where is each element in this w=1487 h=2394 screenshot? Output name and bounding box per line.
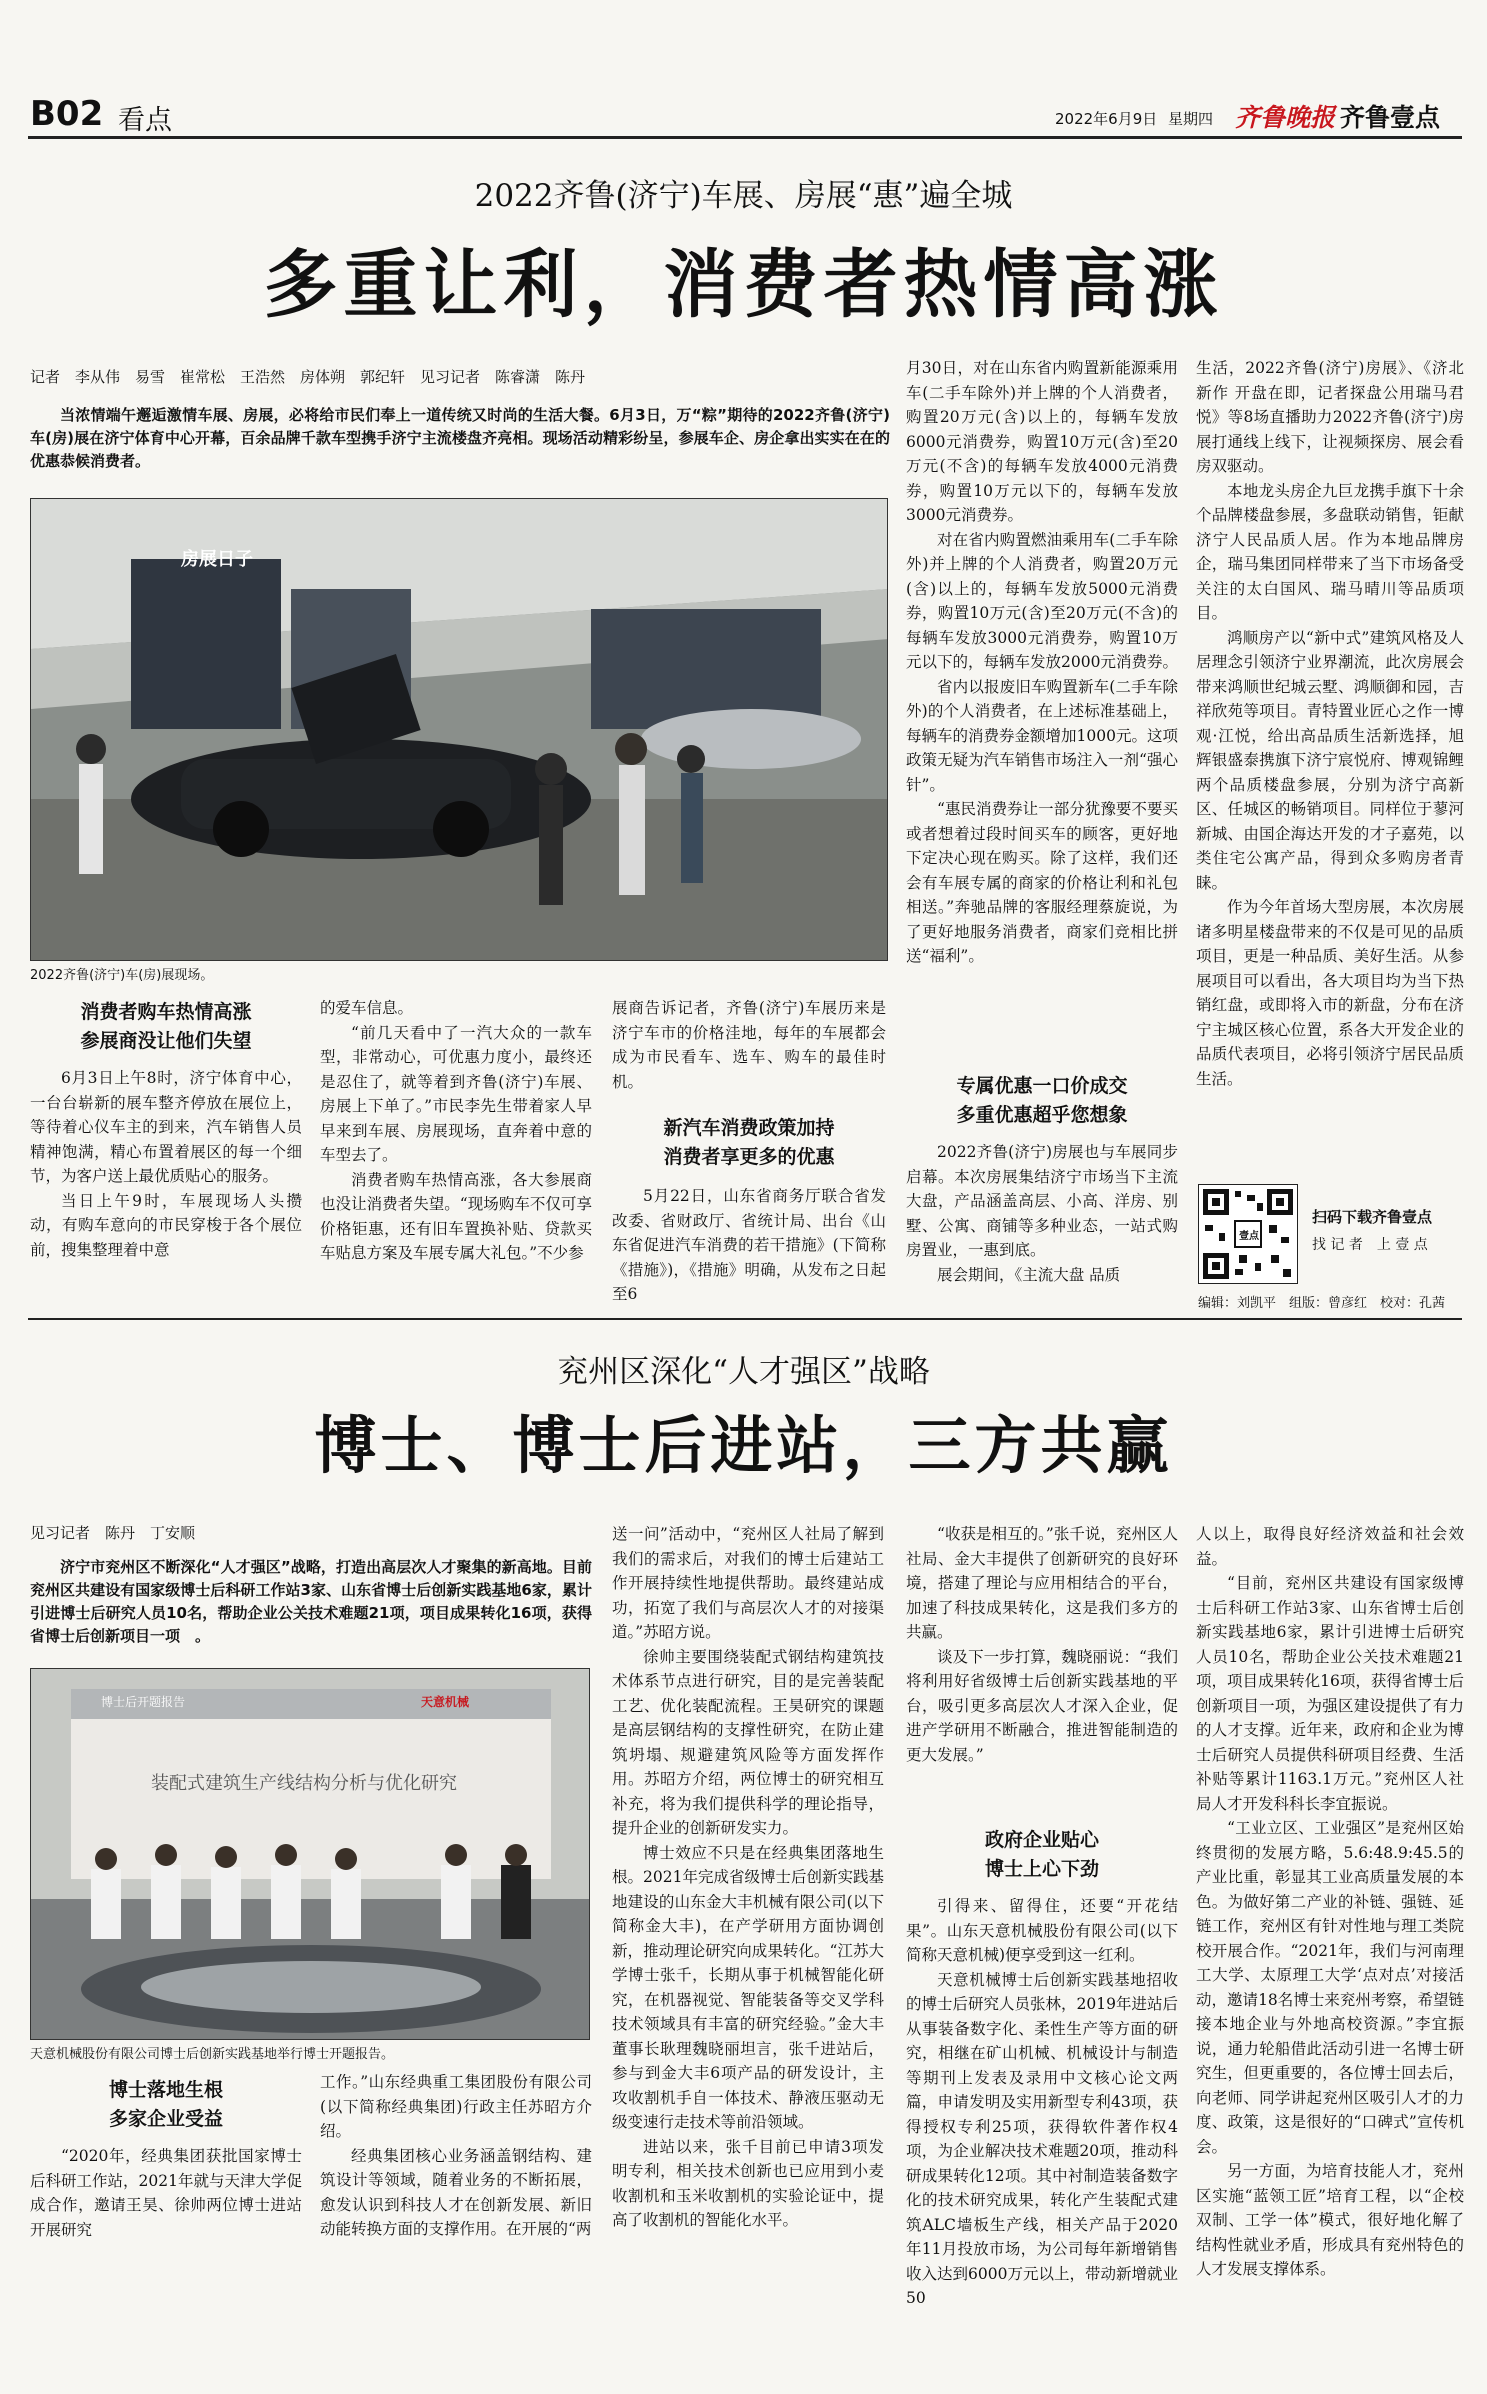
- paper-logo: 齐鲁晚报: [1235, 103, 1336, 132]
- header-rule: [28, 136, 1462, 139]
- article2-byline: 见习记者 陈丹 丁安顺: [30, 1524, 196, 1542]
- article1-col-a: 6月3日上午8时，济宁体育中心，一台台崭新的展车整齐停放在展位上，等待着心仪车主的到来，汽车销售人员精神饱满，精心布置着展区的每一个细节，为客户送上最优质贴心的服务。 当日上午9时，车展现场人头攒动，有购车意向的市民穿梭于各个展位前，搜集整理着中意: [30, 1069, 302, 1259]
- qr-subtitle: 找 记 者 上 壹 点: [1312, 1237, 1428, 1253]
- article2-col-c: 送一问”活动中，“兖州区人社局了解到我们的需求后，对我们的博士后建站工作开展持续性地提供帮助。最终建站成功，拓宽了我们与高层次人才的对接渠道。”苏昭方说。 徐帅主要围绕装配式钢结构建筑技术体系节点进行研究，目的是完善装配工艺、优化装配流程。王昊研究的课题是高层钢结构的支撑性研究，在防止建筑坍塌、规避建筑风险等方面发挥作用。苏昭方介绍，两位博士的研究相互补充，将为我们提供科学的理论指导，提升企业的创新研发实力。 博士效应不只是在经典集团落地生根。2021年完成省级博士后创新实践基地建设的山东金大丰机械有限公司(以下简称金大丰)，在产学研用方面协调创新，推动理论研究向成果转化。“江苏大学博士张千，长期从事于机械智能化研究，在机器视觉、智能装备等交叉学科技术领域具有丰富的研究经验。”金大丰董事长耿理魏晓丽坦言，张千进站后，参与到金大丰6项产品的研发设计，主攻收割机手自一体技术、静液压驱动无级变速行走技术等前沿领域。 进站以来，张千目前已申请3项发明专利，相关技术创新也已应用到小麦收割机和玉米收割机的实验论证中，提高了收割机的智能化水平。: [612, 1525, 884, 2229]
- editor-credits: 编辑：刘凯平 组版：曾彦红 校对：孔茜: [1198, 1296, 1446, 1311]
- article1-col-c: 展商告诉记者，齐鲁(济宁)车展历来是济宁车市的价格洼地，每年的车展都会成为市民看车、选车、购车的最佳时机。: [612, 999, 886, 1091]
- article2-col-d: “收获是相互的。”张千说，兖州区人社局、金大丰提供了创新研究的良好环境，搭建了理论与应用相结合的平台，加速了科技成果转化，这是我们多方的共赢。 谈及下一步打算，魏晓丽说：“我们将利用好省级博士后创新实践基地的平台，吸引更多高层次人才深入企业，促进产学研用不断融合，推进智能制造的更大发展。”: [906, 1525, 1178, 1764]
- header-date: 2022年6月9日: [1055, 110, 1158, 128]
- article1-byline: 记者 李从伟 易雪 崔常松 王浩然 房体朔 郭纪轩 见习记者 陈睿潇 陈丹: [30, 368, 586, 386]
- slide-tag: 博士后开题报告: [101, 1695, 186, 1709]
- subhead-exclusive-offer: 专属优惠一口价成交 多重优惠超乎您想象: [956, 1075, 1128, 1126]
- article2-title: 博士、博士后进站，三方共赢: [314, 1409, 1173, 1482]
- subhead-buying-enthusiasm: 消费者购车热情高涨 参展商没让他们失望: [80, 1001, 252, 1052]
- header-weekday: 星期四: [1168, 110, 1214, 128]
- subhead-government-support: 政府企业贴心 博士上心下劲: [984, 1829, 1099, 1880]
- article1-col-2b: 2022齐鲁(济宁)房展也与车展同步启幕。本次房展集结济宁市场当下主流大盘，产品涵盖高层、小高、洋房、别墅、公寓、商铺等多种业态，一站式购房置业，一惠到底。 展会期间，《主流大盘 品质: [906, 1143, 1178, 1284]
- article1-title: 多重让利，消费者热情高涨: [263, 242, 1224, 328]
- app-logo: 齐鲁壹点: [1340, 103, 1441, 132]
- article2-col-a: “2020年，经典集团获批国家博士后科研工作站，2021年就与天津大学促成合作，邀请王昊、徐帅两位博士进站开展研究: [30, 2147, 302, 2239]
- article1-col-3: 生活，2022齐鲁(济宁)房展》、《济北新作 开盘在即，记者探盘公用瑞马君悦》等8场直播助力2022齐鲁(济宁)房展打通线上线下，让视频探房、展会看房双驱动。 本地龙头房企九巨龙携手旗下十余个品牌楼盘参展，多盘联动销售，钜献济宁人民品质人居。作为本地品牌房企，瑞马集团同样带来了当下市场备受关注的太白国风、瑞马晴川等品质项目。 鸿顺房产以“新中式”建筑风格及人居理念引领济宁业界潮流，此次房展会带来鸿顺世纪城云墅、鸿顺御和园，吉祥欣苑等项目。青特置业匠心之作一博观·江悦，给出高品质生活新选择，旭辉银盛泰携旗下济宁宸悦府、博观锦鲤两个品质楼盘参展，分别为济宁高新区、任城区的畅销项目。同样位于蓼河新城、由国企海达开发的才子嘉苑，以类住宅公寓产品，得到众多购房者青睐。 作为今年首场大型房展，本次房展诸多明星楼盘带来的不仅是可见的品质项目，更是一种品质、美好生活。从参展项目可以看出，各大项目均为当下热销红盘，或即将入市的新盘，分布在济宁主城区核心位置，系各大开发企业的品质代表项目，必将引领济宁居民品质生活。: [1196, 359, 1464, 1088]
- car-show-photo: [30, 498, 888, 961]
- article1-col-c2: 5月22日，山东省商务厅联合省发改委、省财政厅、省统计局、出台《山东省促进汽车消费的若干措施》(下简称《措施》)，《措施》明确，从发布之日起至6: [612, 1187, 886, 1303]
- qr-title: 扫码下载齐鲁壹点: [1312, 1208, 1433, 1226]
- qr-code[interactable]: [1198, 1184, 1298, 1284]
- meeting-photo-caption: 天意机械股份有限公司博士后创新实践基地举行博士开题报告。: [30, 2047, 395, 2062]
- article2-col-b: 工作。”山东经典重工集团股份有限公司(以下简称经典集团)行政主任苏昭方介绍。 经典集团核心业务涵盖钢结构、建筑设计等领域，随着业务的不断拓展，愈发认识到科技人才在创新发展、新旧动能转换方面的支撑作用。在开展的“两: [320, 2073, 592, 2238]
- doctoral-meeting-photo: [30, 1668, 590, 2040]
- subhead-new-policy: 新汽车消费政策加持 消费者享更多的优惠: [663, 1117, 835, 1168]
- article2-col-e: 人以上，取得良好经济效益和社会效益。 “目前，兖州区共建设有国家级博士后科研工作站3家、山东省博士后创新实践基地6家，累计引进博士后研究人员10名，帮助企业公关技术难题21项，项目成果转化16项，获得省博士后创新项目一项，为强区建设提供了有力的人才支撑。近年来，政府和企业为博士后研究人员提供科研项目经费、生活补贴等累计1163.1万元。”兖州区人社局人才开发科科长李宜振说。 “工业立区、工业强区”是兖州区始终贯彻的发展方略，5.6:48.9:45.5的产业比重，彰显其工业高质量发展的本色。为做好第二产业的补链、强链、延链工作，兖州区有针对性地与理工类院校开展合作。“2021年，我们与河南理工大学、太原理工大学‘点对点’对接活动，邀请18名博士来兖州考察，希望链接本地企业与外地高校资源。”李宜振说，通力轮船借此活动引进一名博士研究生，但更重要的，各位博士回去后，向老师、同学讲起兖州区吸引人才的力度、政策，这是很好的“口碑式”宣传机会。 另一方面，为培育技能人才，兖州区实施“蓝领工匠”培育工程，以“企校双制、工学一体”模式，很好地化解了结构性就业矛盾，形成具有兖州特色的人才发展支撑体系。: [1196, 1525, 1464, 2278]
- article1-col-b: 的爱车信息。 “前几天看中了一汽大众的一款车型，非常动心，可优惠力度小，最终还是忍住了，就等着到齐鲁(济宁)车展、房展上下单了。”市民李先生带着家人早早来到车展、房展现场，直奔着中意的车型去了。 消费者购车热情高涨，各大参展商也没让消费者失望。“现场购车不仅可享价格钜惠，还有旧车置换补贴、贷款买车贴息方案及车展专属大礼包。”不少参: [320, 999, 592, 1262]
- slide-logo: 天意机械: [421, 1695, 470, 1709]
- car-show-photo-caption: 2022齐鲁(济宁)车(房)展现场。: [30, 968, 214, 983]
- article-divider: [28, 1318, 1462, 1320]
- subhead-doctors-take-root: 博士落地生根 多家企业受益: [108, 2079, 223, 2130]
- article1-col-2: 月30日，对在山东省内购置新能源乘用车(二手车除外)并上牌的个人消费者，购置20万元(含)以上的，每辆车发放6000元消费券，购置10万元(含)至20万元(不含)的每辆车发放4000元消费券，购置10万元以下的，每辆车发放3000元消费券。 对在省内购置燃油乘用车(二手车除外)并上牌的个人消费者，购置20万元(含)以上的，每辆车发放5000元消费券，购置10万元(含)至20万元(不含)的每辆车发放3000元消费券，购置10万元以下的，每辆车发放2000元消费券。 省内以报废旧车购置新车(二手车除外)的个人消费者，在上述标准基础上，每辆车的消费券金额增加1000元。这项政策无疑为汽车销售市场注入一剂“强心针”。 “惠民消费券让一部分犹豫要不要买或者想着过段时间买车的顾客，更好地下定决心现在购买。除了这样，我们还会有车展专属的商家的价格让利和礼包相送。”奔驰品牌的客服经理蔡旋说，为了更好地服务消费者，商家们竞相比拼送“福利”。: [906, 359, 1178, 965]
- car-show-illustration: [31, 499, 888, 961]
- booth-sign: 房展日子: [181, 549, 253, 570]
- section-name: 看点: [118, 105, 172, 136]
- article2-lead: 济宁市兖州区不断深化“人才强区”战略，打造出高层次人才聚集的新高地。目前兖州区共建设有国家级博士后科研工作站3家、山东省博士后创新实践基地6家，累计引进博士后研究人员10名，帮助企业公关技术难题21项，项目成果转化16项，获得省博士后创新项目一项 。: [30, 1558, 592, 1645]
- article1-kicker: 2022齐鲁(济宁)车展、房展“惠”遍全城: [474, 178, 1013, 214]
- article2-col-d2: 引得来、留得住，还要“开花结果”。山东天意机械股份有限公司(以下简称天意机械)便享受到这一红利。 天意机械博士后创新实践基地招收的博士后研究人员张林，2019年进站后从事装备数字化、柔性生产等方面的研究，相继在矿山机械、机械设计与制造等期刊上发表及录用中文核心论文两篇，申请发明及实用新型专利43项，获得授权专利25项，获得软件著作权4项，为企业解决技术难题20项，推动科研成果转化12项。其中衬制造装备数字化的技术研究成果，转化产生装配式建筑ALC墙板生产线，相关产品于2020年11月投放市场，为公司每年新增销售收入达到6000万元以上，带动新增就业50: [906, 1897, 1178, 2307]
- article1-lead: 当浓情端午邂逅激情车展、房展，必将给市民们奉上一道传统又时尚的生活大餐。6月3日，万“粽”期待的2022齐鲁(济宁)车(房)展在济宁体育中心开幕，百余品牌千款车型携手济宁主流楼盘齐亮相。现场活动精彩纷呈，参展车企、房企拿出实实在在的优惠恭候消费者。: [30, 406, 890, 470]
- page-code: B02: [30, 94, 104, 134]
- slide-title: 装配式建筑生产线结构分析与优化研究: [151, 1773, 457, 1794]
- article2-kicker: 兖州区深化“人才强区”战略: [557, 1354, 930, 1390]
- meeting-illustration: [31, 1669, 590, 2040]
- qr-center-label: 壹点: [1239, 1231, 1259, 1242]
